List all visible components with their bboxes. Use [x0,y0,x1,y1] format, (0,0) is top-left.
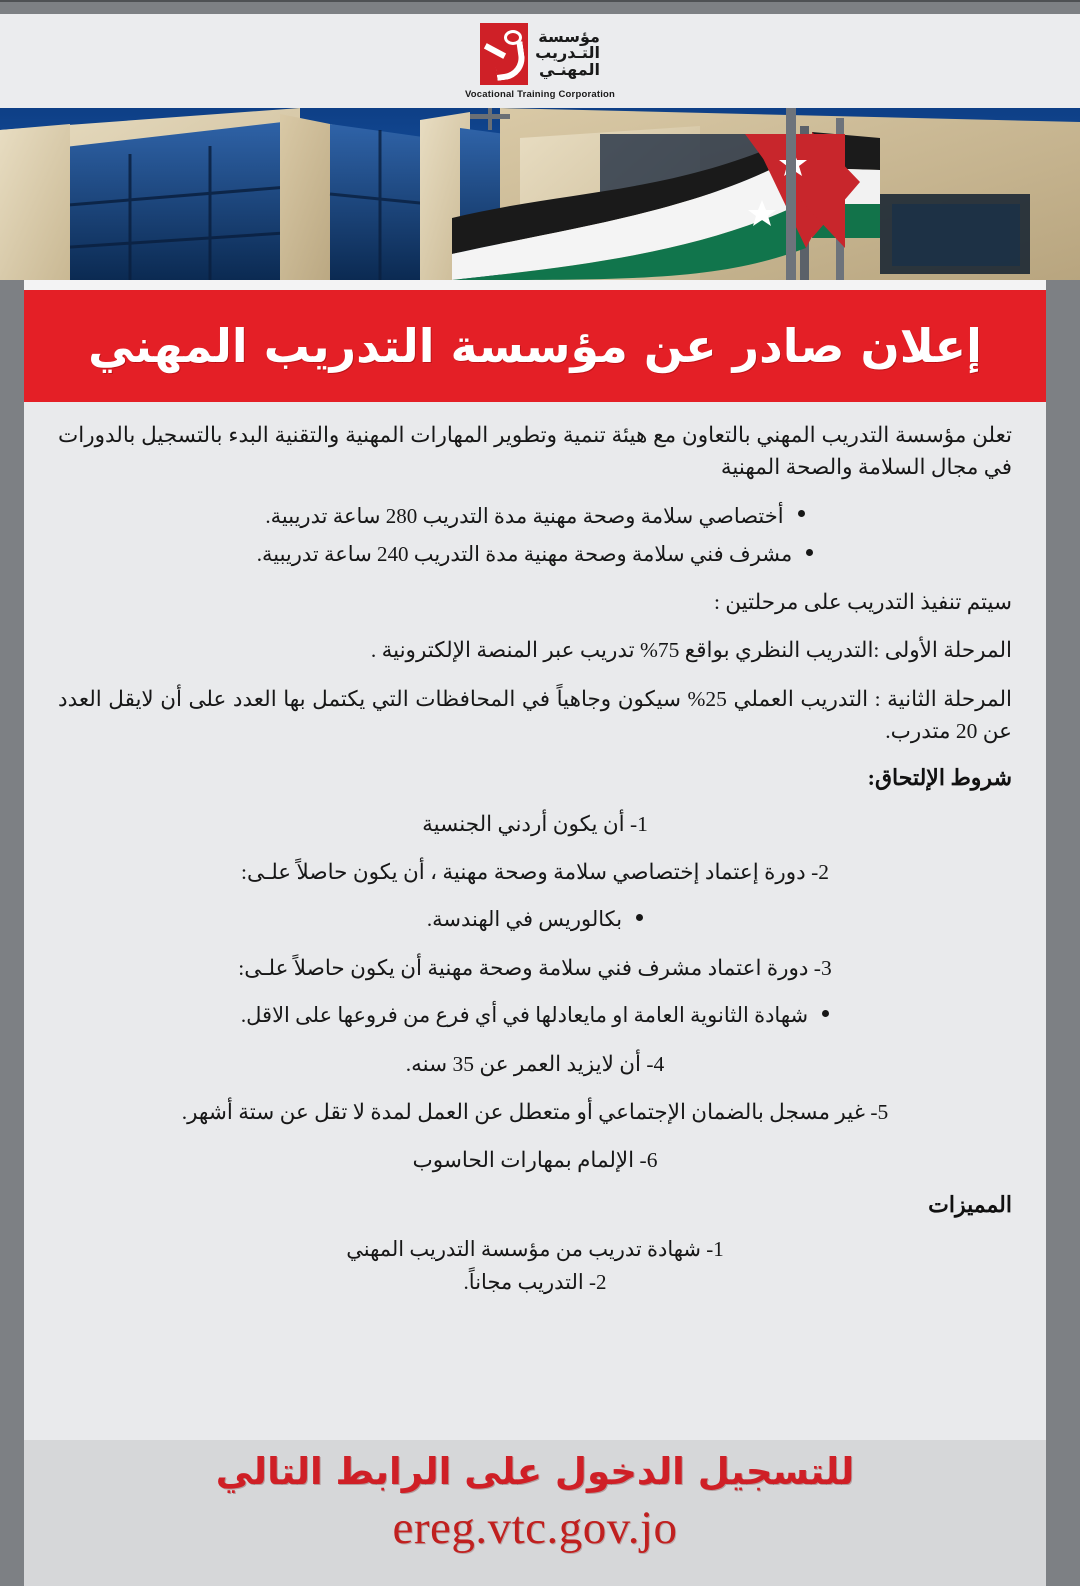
condition-item-6: 6- الإلمام بمهارات الحاسوب [412,1148,658,1173]
benefits-heading: المميزات [928,1192,1012,1218]
condition-2-bullet-label: بكالوريس في الهندسة. [426,907,623,932]
intro-paragraph: تعلن مؤسسة التدريب المهني بالتعاون مع هيئة تنمية وتطوير المهارات المهنية والتقنية البدء بالتسجيل بالدورات في مجال السلامة والصحة المهنية [58,423,1012,479]
condition-2-sublist [58,904,1012,936]
courses-list [58,501,1012,571]
logo-arabic-line-2: التـدريب [535,43,600,63]
logo-english-text: Vocational Training Corporation [464,88,616,100]
vtc-logo-mark-icon [480,23,528,85]
list-item [58,501,1012,533]
list-item [58,1000,1012,1032]
banner-title-gap [24,280,1046,290]
registration-cta-text: للتسجيل الدخول على الرابط التالي [215,1450,855,1493]
registration-link[interactable]: ereg.vtc.gov.jo [392,1502,678,1554]
top-grey-strip [0,0,1080,14]
right-page-margin [1046,280,1080,1586]
conditions-heading: شروط الإلتحاق: [867,764,1012,790]
course-label: مشرف فني سلامة وصحة مهنية مدة التدريب 240 ساعة تدريبية. [256,542,793,567]
left-page-margin [0,280,24,1586]
condition-item-5: 5- غير مسجل بالضمان الإجتماعي أو متعطل عن العمل لمدة لا تقل عن ستة أشهر. [181,1099,889,1124]
logo-header [0,14,1080,108]
list-item [58,539,1012,571]
registration-footer [24,1440,1046,1586]
benefit-item-1: 1- شهادة تدريب من مؤسسة التدريب المهني [346,1237,724,1262]
phase-one: المرحلة الأولى :التدريب النظري بواقع 75% تدريب عبر المنصة الإلكترونية . [370,638,1012,663]
logo-arabic-text [535,26,600,79]
course-label: أختصاصي سلامة وصحة مهنية مدة التدريب 280 ساعة تدريبية. [265,503,784,528]
banner-photo [0,108,1080,280]
announcement-body [24,402,1046,1440]
logo-arabic-line-3: المهنـي [538,59,600,79]
logo-arabic-line-1: مؤسسة [538,26,600,46]
bullet-dot-icon [822,1010,829,1017]
condition-3-bullet-label: شهادة الثانوية العامة او مايعادلها في أي فرع من فروعها على الاقل. [240,1003,809,1028]
page-title: إعلان صادر عن مؤسسة التدريب المهني [88,319,982,373]
vtc-logo [465,23,615,100]
condition-item-4: 4- أن لايزيد العمر عن 35 سنه. [405,1051,665,1076]
phases-intro: سيتم تنفيذ التدريب على مرحلتين : [713,589,1012,614]
benefit-item-2: 2- التدريب مجاناً. [463,1270,607,1295]
list-item [58,904,1012,936]
condition-3-sublist [58,1000,1012,1032]
phase-two: المرحلة الثانية : التدريب العملي 25% سيكون وجاهياً في المحافظات التي يكتمل بها العدد على أن لايقل العدد عن 20 متدرب. [58,687,1012,744]
bullet-dot-icon [806,549,813,556]
bullet-dot-icon [798,510,805,517]
bullet-dot-icon [636,914,643,921]
announcement-title-bar [24,290,1046,402]
condition-item-2: 2- دورة إعتماد إختصاصي سلامة وصحة مهنية ، أن يكون حاصلاً علـى: [241,860,829,885]
condition-item-3: 3- دورة اعتماد مشرف فني سلامة وصحة مهنية أن يكون حاصلاً علـى: [238,955,832,980]
banner-illustration-icon [0,108,1080,280]
condition-item-1: 1- أن يكون أردني الجنسية [422,811,648,836]
